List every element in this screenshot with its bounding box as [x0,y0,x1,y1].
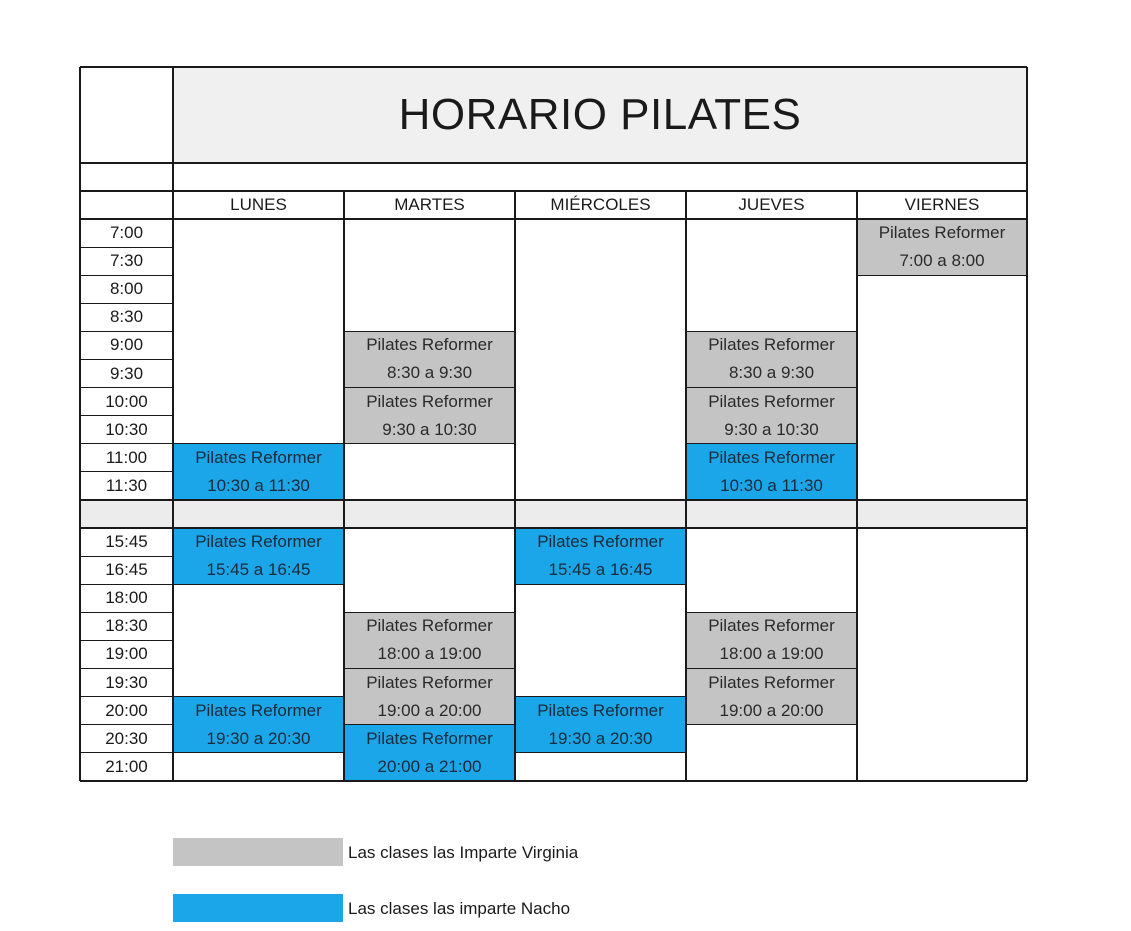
class-time: 18:00 a 19:00 [719,644,824,664]
grid-line [686,668,857,669]
time-label: 10:00 [105,391,148,411]
break-row [80,500,1027,528]
class-name: Pilates Reformer [366,728,493,748]
time-label: 11:30 [105,475,148,495]
class-time: 8:30 a 9:30 [728,363,815,383]
grid-line [515,584,686,585]
class-block-nacho [686,444,857,500]
class-time: 19:30 a 20:30 [548,728,653,748]
grid-line [173,527,344,528]
grid-line [857,218,1027,219]
grid-line [80,752,173,753]
class-time: 18:00 a 19:00 [377,644,482,664]
class-block-virginia [344,669,515,725]
class-name: Pilates Reformer [366,616,493,636]
class-name: Pilates Reformer [708,391,835,411]
class-name: Pilates Reformer [708,672,835,692]
time-label: 8:30 [109,307,144,327]
time-label: 19:00 [105,644,148,664]
grid-line [173,443,344,444]
grid-line [80,668,173,669]
day-header: VIERNES [904,195,980,214]
time-label: 10:30 [105,419,148,439]
time-label: 11:00 [105,447,148,467]
class-name: Pilates Reformer [878,223,1006,243]
time-label: 15:45 [105,532,148,552]
class-time: 8:30 a 9:30 [386,363,473,383]
class-name: Pilates Reformer [366,335,493,355]
class-time: 9:30 a 10:30 [382,419,477,439]
class-block-virginia [344,388,515,444]
class-block-nacho [173,697,344,753]
grid-line [344,331,515,332]
grid-line [344,387,515,388]
spacer-row [173,163,1027,191]
class-name: Pilates Reformer [195,447,322,467]
grid-line [80,696,173,697]
class-time: 7:00 a 8:00 [899,251,985,271]
grid-line [515,752,686,753]
grid-line [173,752,344,753]
class-name: Pilates Reformer [708,335,835,355]
grid-line [80,275,173,276]
grid-line [344,443,515,444]
grid-line [80,331,173,332]
grid-line [686,387,857,388]
grid-line [80,162,1027,163]
grid-line [685,191,686,781]
class-block-nacho [515,528,686,584]
grid-line [856,191,857,781]
grid-line [80,584,173,585]
time-label: 9:30 [109,363,144,383]
class-time: 10:30 a 11:30 [207,475,310,495]
grid-line [80,724,173,725]
class-time: 9:30 a 10:30 [724,419,819,439]
day-header: JUEVES [738,195,805,214]
grid-line [514,191,515,781]
grid-line [80,247,173,248]
class-time: 19:00 a 20:00 [377,700,482,720]
day-header: MIÉRCOLES [550,195,651,214]
class-name: Pilates Reformer [366,672,493,692]
class-block-virginia [857,219,1027,275]
grid-line [686,499,857,500]
schedule-title: HORARIO PILATES [173,67,1027,163]
class-time: 15:45 a 16:45 [206,560,311,580]
class-block-virginia [686,331,857,387]
grid-line [344,612,515,613]
time-label: 20:00 [105,700,148,720]
time-label: 21:00 [105,756,148,776]
class-time: 20:00 a 21:00 [377,756,482,776]
class-name: Pilates Reformer [537,532,664,552]
class-name: Pilates Reformer [708,616,835,636]
grid-line [343,191,344,781]
grid-line [80,359,173,360]
class-name: Pilates Reformer [366,391,493,411]
grid-line [344,668,515,669]
class-block-virginia [686,669,857,725]
class-name: Pilates Reformer [537,700,664,720]
day-header: LUNES [230,195,287,214]
class-block-virginia [686,612,857,668]
time-label: 9:00 [109,335,144,355]
time-label: 18:00 [105,588,148,608]
time-label: 19:30 [105,672,148,692]
grid-line [686,724,857,725]
grid-line [344,724,515,725]
class-time: 19:00 a 20:00 [719,700,824,720]
time-label: 7:00 [109,223,144,243]
time-label: 20:30 [105,728,148,748]
grid-line [80,640,173,641]
grid-line [173,584,344,585]
grid-line [515,527,686,528]
grid-line [80,303,173,304]
class-block-nacho [173,444,344,500]
class-name: Pilates Reformer [195,532,322,552]
grid-line [80,443,173,444]
class-time: 19:30 a 20:30 [206,728,311,748]
grid-line [173,696,344,697]
legend-swatch-nacho [173,894,343,922]
grid-line [80,471,173,472]
time-label: 16:45 [105,560,148,580]
grid-line [80,387,173,388]
class-time: 10:30 a 11:30 [720,475,823,495]
day-header: MARTES [394,195,465,214]
grid-line [173,499,344,500]
grid-line [515,696,686,697]
class-block-nacho [344,725,515,781]
time-label: 18:30 [105,616,148,636]
class-name: Pilates Reformer [195,700,322,720]
grid-line [686,331,857,332]
class-block-virginia [344,612,515,668]
legend-label: Las clases las imparte Nacho [348,899,571,918]
class-block-virginia [686,388,857,444]
grid-line [1026,67,1028,781]
grid-line [686,443,857,444]
grid-line [80,612,173,613]
grid-line [80,415,173,416]
legend-label: Las clases las Imparte Virginia [348,843,579,862]
grid-line [344,780,515,781]
grid-line [80,190,1027,191]
class-name: Pilates Reformer [708,447,835,467]
class-block-nacho [515,697,686,753]
class-time: 15:45 a 16:45 [548,560,653,580]
legend-swatch-virginia [173,838,343,866]
grid-line [857,275,1027,276]
grid-line [80,66,1027,68]
time-label: 8:00 [109,279,144,299]
grid-line [172,67,173,781]
class-block-virginia [344,331,515,387]
class-block-nacho [173,528,344,584]
grid-line [80,780,1027,782]
grid-line [79,67,81,781]
time-label: 7:30 [109,251,144,271]
grid-line [80,556,173,557]
grid-line [686,612,857,613]
